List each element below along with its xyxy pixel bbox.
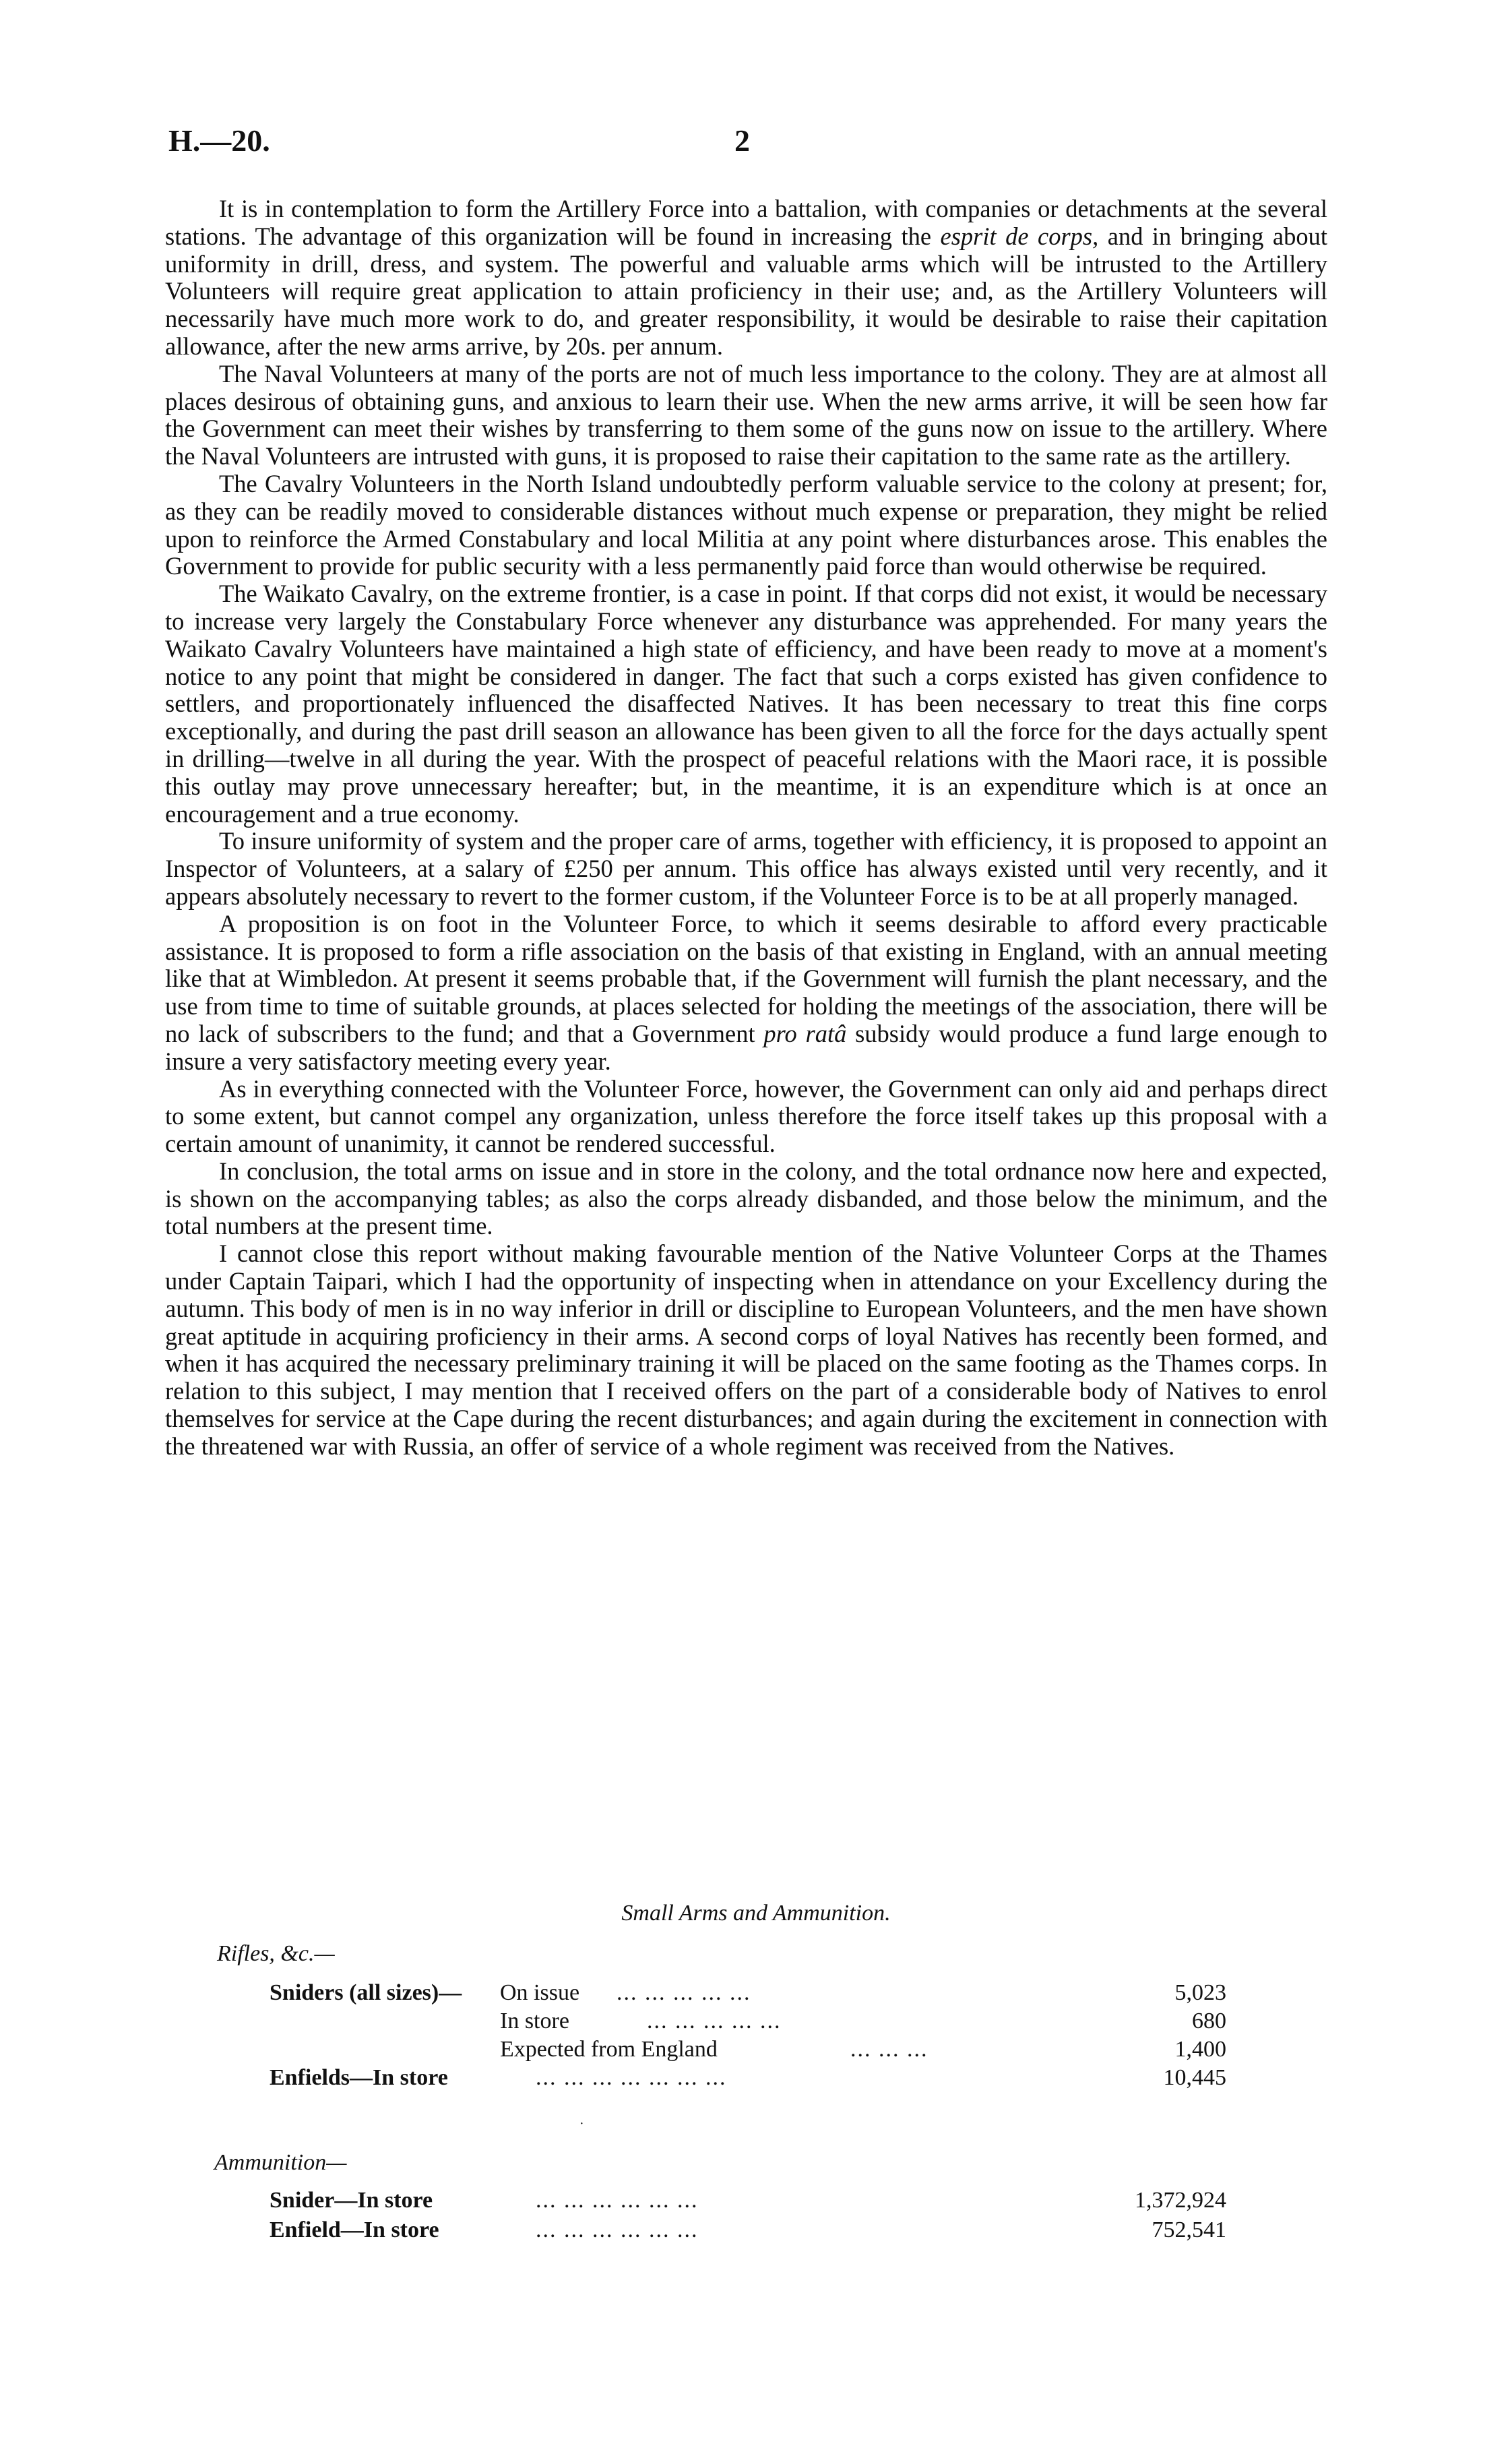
leader-dots: ... ... ... ... ... [647,2009,782,2033]
rifles-heading: Rifles, &c.— [217,1941,335,1966]
stray-mark: · [579,2116,584,2131]
paragraph: To insure uniformity of system and the proper care of arms, together with efficiency, it is proposed to appoint an Inspector of Volunteers, at a salary of £250 per annum. This office has always existed until very recently, and it appears absolutely necessary to revert to the former custom, if the Volunteer Force is to be at all properly managed. [165,827,1327,910]
leader-dots: ... ... ... ... ... ... [536,2188,699,2213]
row-value: 752,541 [1152,2217,1226,2242]
leader-dots: ... ... ... ... ... ... [536,2217,699,2242]
paragraph: The Naval Volunteers at many of the ports are not of much less importance to the colony. They are at almost all places desirous of obtaining guns, and anxious to learn their use. When the new arms arrive, it will be seen how far the Government can meet their wishes by transferring to them some of the guns now on issue to the artillery. Where the Naval Volunteers are intrusted with guns, it is proposed to raise their capitation to the same rate as the artillery. [165,359,1327,470]
row-value: 10,445 [1163,2065,1226,2090]
table-row [0,2037,1512,2066]
table-row [0,2065,1512,2095]
paragraph: A proposition is on foot in the Volunteer Force, to which it seems desirable to afford every practicable assistance. It is proposed to form a rifle association on the basis of that existing in England, with an annual meeting like that at Wimbledon. At present it seems probable that, if the Government will furnish the plant necessary, and the use from time to time of suitable grounds, at places selected for holding the meetings of the association, there will be no lack of subscribers to the fund; and that a Government pro ratâ subsidy would produce a fund large enough to insure a very satisfactory meeting every year. [165,909,1328,1075]
page-header [168,123,1354,163]
paragraph: As in everything connected with the Volunteer Force, however, the Government can only aid and perhaps direct to some extent, but cannot compel any organization, unless therefore the force itself takes up this proposal with a certain amount of unanimity, it cannot be rendered successful. [165,1074,1327,1158]
table-row [0,2217,1512,2247]
document-reference: H.—20. [168,123,270,158]
ammunition-heading: Ammunition— [214,2150,347,2175]
italic-phrase: pro ratâ [763,1019,847,1047]
table-row [0,2009,1512,2038]
paragraph: The Cavalry Volunteers in the North Island undoubtedly perform valuable service to the colony at present; for, as they can be readily moved to considerable distances without much expense or preparation, they might be relied upon to reinforce the Armed Constabulary and local Militia at any point where disturbances arose. This enables the Government to provide for public security with a less permanently paid force than would otherwise be required. [165,469,1327,580]
table-row [0,1980,1512,2010]
table-title: Small Arms and Ammunition. [621,1901,891,1926]
row-value: 5,023 [1174,1980,1226,2005]
row-sublabel: Expected from England [500,2037,718,2062]
row-sublabel: On issue [500,1980,580,2005]
row-label: Sniders (all sizes)— [270,1980,462,2005]
table-row [0,2188,1512,2217]
paragraph: It is in contemplation to form the Artillery Force into a battalion, with companies or detachments at the several stations. The advantage of this organization will be found in increasing the esprit de corps, and in bringing about uniformity in drill, dress, and system. The powerful and valuable arms which will be intrusted to the Artillery Volunteers will require great application to attain proficiency in their use; and, as the Artillery Volunteers will necessarily have much more work to do, and greater responsibility, it would be desirable to raise their capitation allowance, after the new arms arrive, by 20s. per annum. [165,195,1328,360]
leader-dots: ... ... ... ... ... [617,1980,751,2005]
row-value: 680 [1192,2009,1226,2033]
page-number: 2 [734,123,750,158]
row-label: Enfields—In store [270,2065,448,2090]
row-sublabel: In store [500,2009,569,2033]
report-body [165,195,1327,1461]
row-label: Enfield—In store [270,2217,439,2242]
row-label: Snider—In store [270,2188,433,2213]
leader-dots: ... ... ... [850,2037,928,2062]
paragraph: In conclusion, the total arms on issue and in store in the colony, and the total ordnance now here and expected, is shown on the accompanying tables; as also the corps already disbanded, and those below the minimum, and the total numbers at the present time. [165,1157,1327,1240]
italic-phrase: esprit de corps, [940,222,1099,250]
paragraph: The Waikato Cavalry, on the extreme frontier, is a case in point. If that corps did not exist, it would be necessary to increase very largely the Constabulary Force whenever any disturbance was apprehended. For many years the Waikato Cavalry Volunteers have maintained a high state of efficiency, and have been ready to move at a moment's notice to any point that might be considered in danger. The fact that such a corps existed has given confidence to settlers, and proportionately influenced the disaffected Natives. It has been necessary to treat this fine corps exceptionally, and during the past drill season an allowance has been given to all the force for the days actually spent in drilling—twelve in all during the year. With the prospect of peaceful relations with the Maori race, it is possible this outlay may prove unnecessary hereafter; but, in the meantime, it is an expenditure which is at once an encouragement and a true economy. [165,580,1327,828]
row-value: 1,372,924 [1135,2188,1226,2213]
row-value: 1,400 [1174,2037,1226,2062]
leader-dots: ... ... ... ... ... ... ... [536,2065,727,2090]
paragraph: I cannot close this report without making favourable mention of the Native Volunteer Corps at the Thames under Captain Taipari, which I had the opportunity of inspecting when in attendance on your Excellency during the autumn. This body of men is in no way inferior in drill or discipline to European Volunteers, and the men have shown great aptitude in acquiring proficiency in their arms. A second corps of loyal Natives has recently been formed, and when it has acquired the necessary preliminary training it will be placed on the same footing as the Thames corps. In relation to this subject, I may mention that I received offers on the part of a considerable body of Natives to enrol themselves for service at the Cape during the recent disturbances; and again during the excitement in connection with the threatened war with Russia, an offer of service of a whole regiment was received from the Natives. [165,1239,1327,1460]
